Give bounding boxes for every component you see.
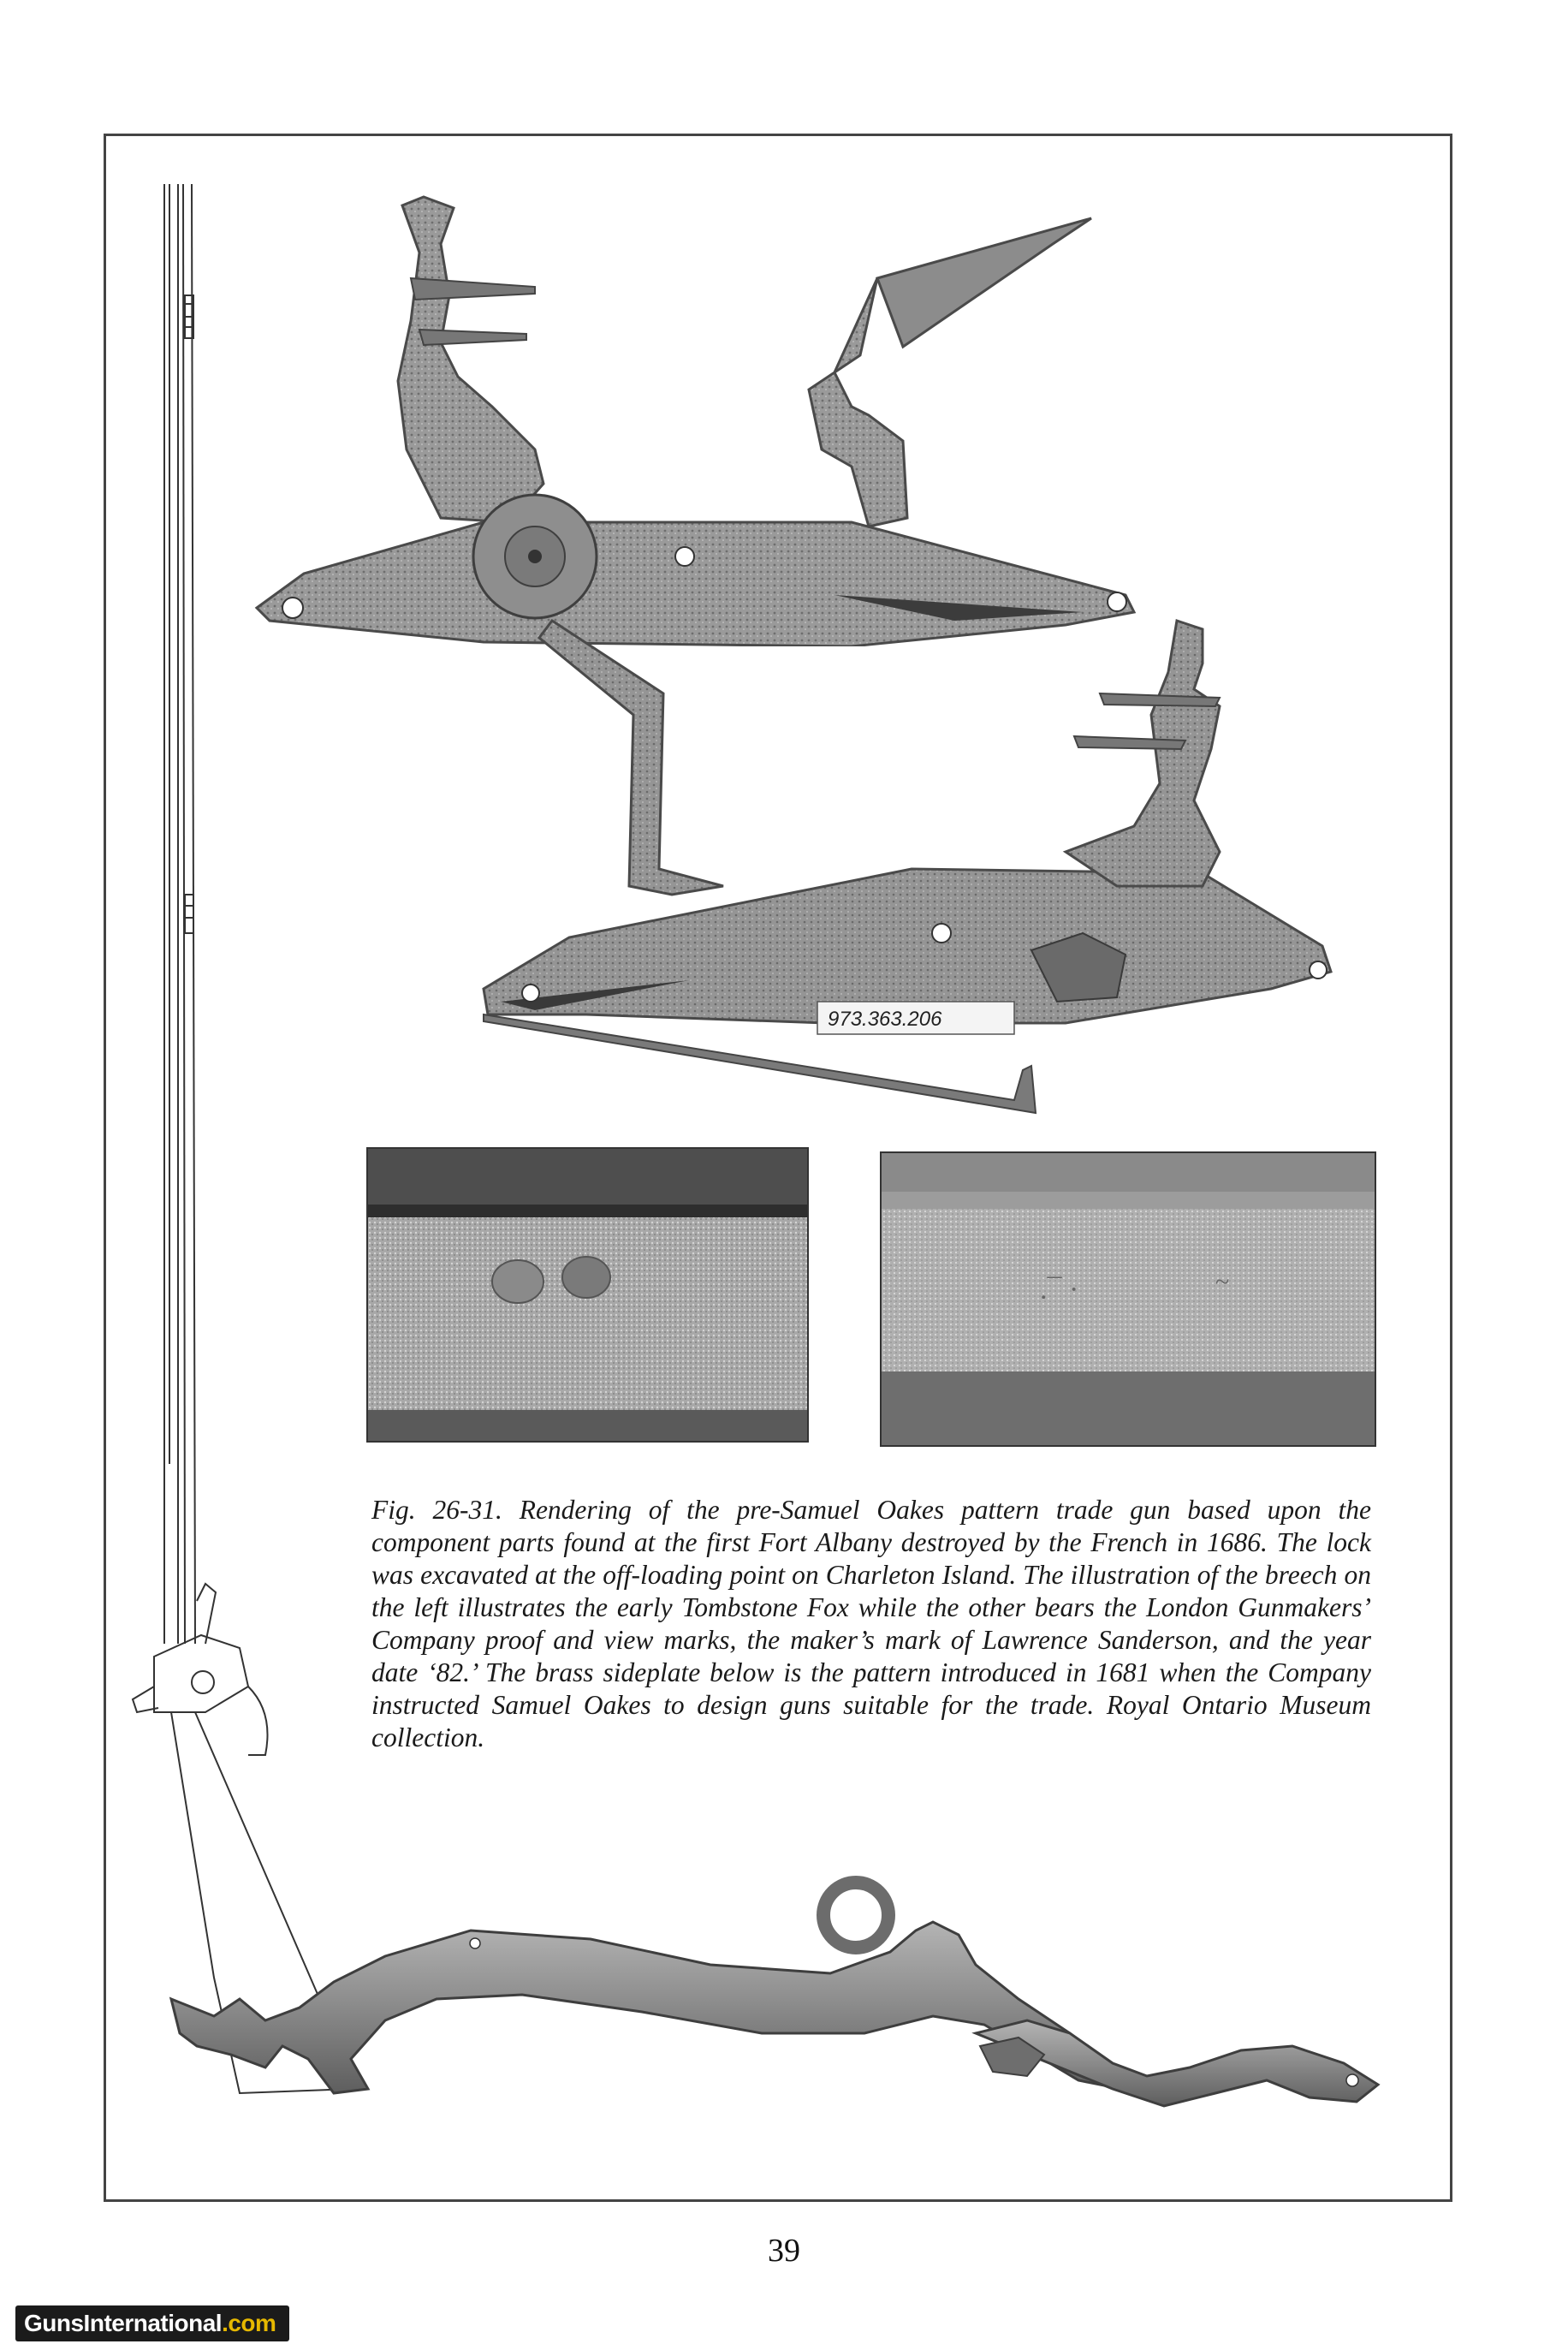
lock-photo-lower <box>466 612 1344 1117</box>
breech-photo-proof-marks <box>880 1151 1376 1447</box>
svg-text:~: ~ <box>1215 1268 1230 1296</box>
breech-left-image <box>368 1149 809 1443</box>
lock-catalog-label: 973.363.206 <box>828 1008 942 1031</box>
brass-sideplate-photo <box>163 1871 1404 2162</box>
svg-text:.¯ ·: .¯ · <box>1040 1274 1079 1306</box>
watermark-suffix: .com <box>222 2310 276 2336</box>
watermark-brand: GunsInternational <box>24 2310 223 2336</box>
figure-caption: Fig. 26-31. Rendering of the pre-Samuel Oakes pattern trade gun based upon the component parts found at the first Fort Albany destroyed by the French in 1686. The lock was excavated at the off-loading point on Charleton Island. The illustration of the breech on the left illustrates the early Tombstone Fox while the other bears the London Gunmakers’ Company proof and view marks, the maker’s mark of Lawrence Sanderson, and the year date ‘82.’ The brass sideplate below is the pattern introduced in 1681 when the Company instructed Samuel Oakes to design guns suitable for the trade. Royal Ontario Museum collection. <box>371 1495 1371 1752</box>
page-number: 39 <box>768 2233 800 2269</box>
lock-photo-upper <box>252 193 1151 646</box>
breech-right-image <box>882 1153 1376 1447</box>
breech-photo-tombstone-fox <box>366 1147 809 1443</box>
site-watermark <box>15 2305 289 2341</box>
